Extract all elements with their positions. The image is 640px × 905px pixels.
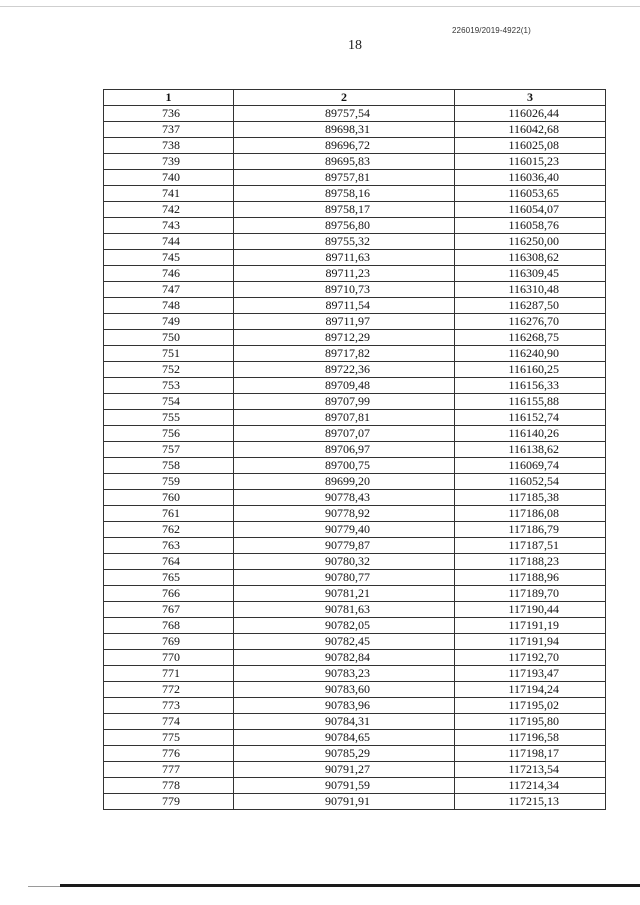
x-coordinate-cell: 89700,75 — [234, 458, 455, 474]
x-coordinate-cell: 90783,23 — [234, 666, 455, 682]
table-row — [104, 378, 606, 394]
y-coordinate-cell: 117213,54 — [455, 762, 606, 778]
y-coordinate-cell: 117187,51 — [455, 538, 606, 554]
column-header-2: 2 — [234, 90, 455, 106]
bottom-scan-edge — [60, 884, 640, 887]
table-row — [104, 410, 606, 426]
table-row — [104, 506, 606, 522]
table-row — [104, 602, 606, 618]
x-coordinate-cell: 90791,59 — [234, 778, 455, 794]
point-number-cell: 753 — [104, 378, 234, 394]
point-number-cell: 742 — [104, 202, 234, 218]
y-coordinate-cell: 117185,38 — [455, 490, 606, 506]
point-number-cell: 747 — [104, 282, 234, 298]
column-header-1: 1 — [104, 90, 234, 106]
point-number-cell: 737 — [104, 122, 234, 138]
table-header — [104, 90, 606, 106]
table-row — [104, 490, 606, 506]
table-row — [104, 650, 606, 666]
table-row — [104, 746, 606, 762]
x-coordinate-cell: 89757,54 — [234, 106, 455, 122]
x-coordinate-cell: 90781,21 — [234, 586, 455, 602]
y-coordinate-cell: 117192,70 — [455, 650, 606, 666]
y-coordinate-cell: 117191,94 — [455, 634, 606, 650]
point-number-cell: 764 — [104, 554, 234, 570]
x-coordinate-cell: 89698,31 — [234, 122, 455, 138]
x-coordinate-cell: 90785,29 — [234, 746, 455, 762]
y-coordinate-cell: 116042,68 — [455, 122, 606, 138]
point-number-cell: 760 — [104, 490, 234, 506]
y-coordinate-cell: 117195,02 — [455, 698, 606, 714]
point-number-cell: 740 — [104, 170, 234, 186]
x-coordinate-cell: 89709,48 — [234, 378, 455, 394]
x-coordinate-cell: 90783,96 — [234, 698, 455, 714]
table-row — [104, 394, 606, 410]
y-coordinate-cell: 116287,50 — [455, 298, 606, 314]
table-row — [104, 186, 606, 202]
x-coordinate-cell: 89707,81 — [234, 410, 455, 426]
y-coordinate-cell: 116026,44 — [455, 106, 606, 122]
table-row — [104, 666, 606, 682]
table-row — [104, 442, 606, 458]
point-number-cell: 749 — [104, 314, 234, 330]
y-coordinate-cell: 116054,07 — [455, 202, 606, 218]
y-coordinate-cell: 116052,54 — [455, 474, 606, 490]
point-number-cell: 756 — [104, 426, 234, 442]
x-coordinate-cell: 89695,83 — [234, 154, 455, 170]
y-coordinate-cell: 117186,08 — [455, 506, 606, 522]
point-number-cell: 770 — [104, 650, 234, 666]
y-coordinate-cell: 117214,34 — [455, 778, 606, 794]
x-coordinate-cell: 90782,84 — [234, 650, 455, 666]
y-coordinate-cell: 117196,58 — [455, 730, 606, 746]
y-coordinate-cell: 116155,88 — [455, 394, 606, 410]
x-coordinate-cell: 90779,87 — [234, 538, 455, 554]
point-number-cell: 773 — [104, 698, 234, 714]
table-row — [104, 234, 606, 250]
point-number-cell: 774 — [104, 714, 234, 730]
table-row — [104, 778, 606, 794]
y-coordinate-cell: 116250,00 — [455, 234, 606, 250]
table-row — [104, 762, 606, 778]
coordinates-table — [103, 89, 606, 810]
point-number-cell: 775 — [104, 730, 234, 746]
x-coordinate-cell: 89707,07 — [234, 426, 455, 442]
point-number-cell: 768 — [104, 618, 234, 634]
table-row — [104, 346, 606, 362]
x-coordinate-cell: 90780,32 — [234, 554, 455, 570]
point-number-cell: 759 — [104, 474, 234, 490]
point-number-cell: 776 — [104, 746, 234, 762]
point-number-cell: 750 — [104, 330, 234, 346]
x-coordinate-cell: 90784,31 — [234, 714, 455, 730]
x-coordinate-cell: 89711,54 — [234, 298, 455, 314]
y-coordinate-cell: 116156,33 — [455, 378, 606, 394]
table-row — [104, 586, 606, 602]
table-row — [104, 458, 606, 474]
table-row — [104, 714, 606, 730]
header-row — [104, 90, 606, 106]
table-row — [104, 522, 606, 538]
table-row — [104, 298, 606, 314]
table-row — [104, 106, 606, 122]
point-number-cell: 743 — [104, 218, 234, 234]
point-number-cell: 778 — [104, 778, 234, 794]
point-number-cell: 746 — [104, 266, 234, 282]
point-number-cell: 767 — [104, 602, 234, 618]
x-coordinate-cell: 90782,05 — [234, 618, 455, 634]
x-coordinate-cell: 89712,29 — [234, 330, 455, 346]
x-coordinate-cell: 89699,20 — [234, 474, 455, 490]
point-number-cell: 766 — [104, 586, 234, 602]
x-coordinate-cell: 89711,63 — [234, 250, 455, 266]
table-row — [104, 618, 606, 634]
table-row — [104, 730, 606, 746]
x-coordinate-cell: 89756,80 — [234, 218, 455, 234]
x-coordinate-cell: 90778,43 — [234, 490, 455, 506]
point-number-cell: 738 — [104, 138, 234, 154]
point-number-cell: 752 — [104, 362, 234, 378]
y-coordinate-cell: 117189,70 — [455, 586, 606, 602]
x-coordinate-cell: 90782,45 — [234, 634, 455, 650]
y-coordinate-cell: 116025,08 — [455, 138, 606, 154]
point-number-cell: 772 — [104, 682, 234, 698]
y-coordinate-cell: 117191,19 — [455, 618, 606, 634]
point-number-cell: 765 — [104, 570, 234, 586]
y-coordinate-cell: 116308,62 — [455, 250, 606, 266]
table-row — [104, 682, 606, 698]
table-row — [104, 218, 606, 234]
y-coordinate-cell: 116152,74 — [455, 410, 606, 426]
top-scan-edge — [0, 6, 640, 7]
x-coordinate-cell: 89757,81 — [234, 170, 455, 186]
x-coordinate-cell: 90778,92 — [234, 506, 455, 522]
x-coordinate-cell: 90779,40 — [234, 522, 455, 538]
y-coordinate-cell: 117188,96 — [455, 570, 606, 586]
y-coordinate-cell: 117194,24 — [455, 682, 606, 698]
point-number-cell: 754 — [104, 394, 234, 410]
point-number-cell: 739 — [104, 154, 234, 170]
document-reference: 226019/2019-4922(1) — [452, 26, 531, 35]
point-number-cell: 745 — [104, 250, 234, 266]
table-row — [104, 314, 606, 330]
y-coordinate-cell: 117186,79 — [455, 522, 606, 538]
x-coordinate-cell: 90791,91 — [234, 794, 455, 810]
table-row — [104, 154, 606, 170]
point-number-cell: 741 — [104, 186, 234, 202]
y-coordinate-cell: 116268,75 — [455, 330, 606, 346]
table-row — [104, 122, 606, 138]
point-number-cell: 757 — [104, 442, 234, 458]
y-coordinate-cell: 116036,40 — [455, 170, 606, 186]
point-number-cell: 779 — [104, 794, 234, 810]
y-coordinate-cell: 117190,44 — [455, 602, 606, 618]
y-coordinate-cell: 116140,26 — [455, 426, 606, 442]
table-row — [104, 202, 606, 218]
y-coordinate-cell: 116069,74 — [455, 458, 606, 474]
table-row — [104, 330, 606, 346]
y-coordinate-cell: 117215,13 — [455, 794, 606, 810]
point-number-cell: 771 — [104, 666, 234, 682]
x-coordinate-cell: 90784,65 — [234, 730, 455, 746]
point-number-cell: 777 — [104, 762, 234, 778]
column-header-3: 3 — [455, 90, 606, 106]
table-body — [104, 106, 606, 810]
point-number-cell: 748 — [104, 298, 234, 314]
point-number-cell: 736 — [104, 106, 234, 122]
x-coordinate-cell: 89722,36 — [234, 362, 455, 378]
table-row — [104, 554, 606, 570]
x-coordinate-cell: 90783,60 — [234, 682, 455, 698]
y-coordinate-cell: 116276,70 — [455, 314, 606, 330]
point-number-cell: 755 — [104, 410, 234, 426]
table-row — [104, 538, 606, 554]
table-row — [104, 634, 606, 650]
table-row — [104, 282, 606, 298]
x-coordinate-cell: 90780,77 — [234, 570, 455, 586]
x-coordinate-cell: 89711,23 — [234, 266, 455, 282]
point-number-cell: 769 — [104, 634, 234, 650]
y-coordinate-cell: 116310,48 — [455, 282, 606, 298]
y-coordinate-cell: 116138,62 — [455, 442, 606, 458]
x-coordinate-cell: 90781,63 — [234, 602, 455, 618]
table-row — [104, 570, 606, 586]
table-row — [104, 138, 606, 154]
x-coordinate-cell: 89706,97 — [234, 442, 455, 458]
table-row — [104, 362, 606, 378]
point-number-cell: 763 — [104, 538, 234, 554]
x-coordinate-cell: 89710,73 — [234, 282, 455, 298]
x-coordinate-cell: 89755,32 — [234, 234, 455, 250]
point-number-cell: 744 — [104, 234, 234, 250]
x-coordinate-cell: 89711,97 — [234, 314, 455, 330]
table-row — [104, 266, 606, 282]
table-row — [104, 170, 606, 186]
y-coordinate-cell: 116160,25 — [455, 362, 606, 378]
table-row — [104, 698, 606, 714]
y-coordinate-cell: 117193,47 — [455, 666, 606, 682]
y-coordinate-cell: 116015,23 — [455, 154, 606, 170]
y-coordinate-cell: 117198,17 — [455, 746, 606, 762]
x-coordinate-cell: 89717,82 — [234, 346, 455, 362]
x-coordinate-cell: 89707,99 — [234, 394, 455, 410]
point-number-cell: 751 — [104, 346, 234, 362]
point-number-cell: 758 — [104, 458, 234, 474]
table-row — [104, 794, 606, 810]
y-coordinate-cell: 116053,65 — [455, 186, 606, 202]
point-number-cell: 762 — [104, 522, 234, 538]
y-coordinate-cell: 117188,23 — [455, 554, 606, 570]
x-coordinate-cell: 90791,27 — [234, 762, 455, 778]
y-coordinate-cell: 117195,80 — [455, 714, 606, 730]
x-coordinate-cell: 89758,17 — [234, 202, 455, 218]
page-number: 18 — [348, 38, 362, 53]
table-row — [104, 250, 606, 266]
x-coordinate-cell: 89758,16 — [234, 186, 455, 202]
table-row — [104, 474, 606, 490]
y-coordinate-cell: 116309,45 — [455, 266, 606, 282]
x-coordinate-cell: 89696,72 — [234, 138, 455, 154]
y-coordinate-cell: 116058,76 — [455, 218, 606, 234]
point-number-cell: 761 — [104, 506, 234, 522]
y-coordinate-cell: 116240,90 — [455, 346, 606, 362]
table-row — [104, 426, 606, 442]
